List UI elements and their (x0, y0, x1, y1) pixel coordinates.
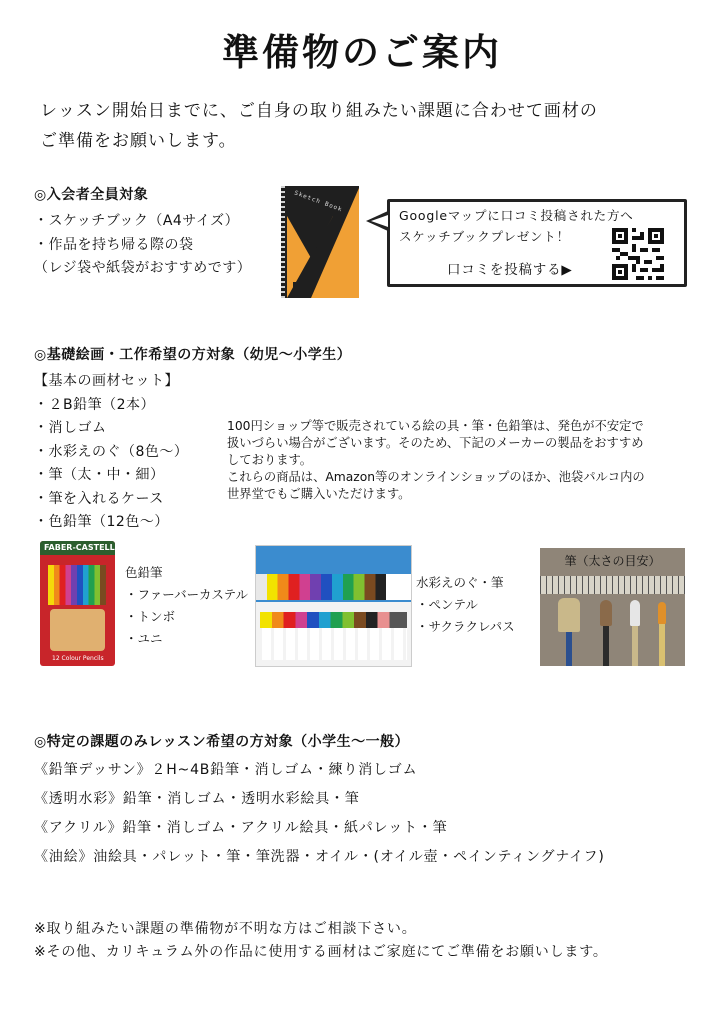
list-item: ・筆を入れるケース (34, 490, 164, 507)
pencil-box-brand: FABER-CASTELL (44, 543, 115, 552)
list-item: ・水彩えのぐ（8色〜） (34, 443, 189, 460)
list-item: ・作品を持ち帰る際の袋 (34, 236, 194, 253)
brand-item: ・ぺンテル (416, 597, 478, 612)
paragraph-line: しております。 (227, 453, 313, 467)
list-item: ・消しゴム (34, 420, 107, 436)
brush-label: 筆（太さの目安） (564, 554, 661, 568)
task-item: 《アクリル》鉛筆・消しゴム・アクリル絵具・紙パレット・筆 (34, 820, 448, 836)
list-item: （レジ袋や紙袋がおすすめです） (34, 260, 252, 276)
paragraph-line: 扱いづらい場合がございます。そのため、下記のメーカーの製品をおすすめ (227, 436, 644, 450)
task-item: 《油絵》油絵具・パレット・筆・筆洗器・オイル・(オイル壺・ペインティングナイフ) (34, 849, 605, 865)
brand-item: ・トンボ (125, 609, 176, 624)
intro-line-1: レッスン開始日までに、ご自身の取り組みたい課題に合わせて画材の (40, 101, 598, 121)
paragraph-line: これらの商品は、Amazon等のオンラインショップのほか、池袋パルコ内の (227, 470, 645, 484)
intro-line-2: ご準備をお願いします。 (40, 131, 237, 151)
colored-pencil-box-image (40, 541, 115, 666)
note-line-2: ※その他、カリキュラム外の作品に使用する画材はご家庭にてご準備をお願いします。 (34, 944, 608, 960)
list-item: ・色鉛筆（12色〜） (34, 514, 169, 530)
note-line-1: ※取り組みたい課題の準備物が不明な方はご相談下さい。 (34, 921, 417, 937)
pencils-info (125, 562, 248, 650)
list-item: ・スケッチブック（A4サイズ） (34, 213, 240, 229)
paragraph-line: 世界堂でもご購入いただけます。 (227, 487, 411, 501)
pencil-box-artwork (50, 609, 105, 651)
list-item: ・筆（太・中・細） (34, 467, 165, 483)
recommendation-paragraph (227, 418, 697, 503)
paragraph-line: 100円ショップ等で販売されている絵の具・筆・色鉛筆は、発色が不安定で (227, 419, 644, 433)
post-review-link[interactable]: 口コミを投稿する▶ (447, 262, 573, 278)
bubble-tail-inner (371, 215, 388, 227)
task-item: 《透明水彩》鉛筆・消しゴム・透明水彩絵具・筆 (34, 791, 360, 807)
page-title: 準備物のご案内 (222, 31, 502, 74)
section1-heading: ◎入会者全員対象 (34, 187, 149, 203)
pencil-row (48, 565, 106, 605)
brush-size-image (540, 548, 685, 666)
section2-heading: ◎基礎絵画・工作希望の方対象（幼児〜小学生） (34, 347, 352, 363)
qr-code-icon[interactable] (612, 228, 664, 280)
section3-heading: ◎特定の課題のみレッスン希望の方対象（小学生〜一般） (34, 734, 410, 750)
sketchbook-image (281, 186, 359, 298)
brand-item: ・ユニ (125, 631, 163, 646)
bubble-line-1: Googleマップに口コミ投稿された方へ (399, 208, 634, 223)
sketchbook-label: Sketch Book (293, 189, 344, 214)
watercolor-paint-set-image (255, 545, 412, 667)
subheading: 【基本の画材セット】 (34, 373, 179, 389)
bubble-line-2: スケッチブックプレゼント！ (399, 229, 570, 244)
paints-info (416, 572, 515, 638)
brand-item: ・サクラクレパス (416, 619, 515, 634)
ruler (540, 576, 685, 594)
paints-title: 水彩えのぐ・筆 (416, 575, 504, 590)
intro-text (40, 96, 690, 156)
section1-list (34, 210, 251, 281)
task-item: 《鉛筆デッサン》２H~4B鉛筆・消しゴム・練り消しゴム (34, 762, 418, 778)
brand-item: ・ファーバーカステル (125, 587, 249, 602)
section2-list (34, 370, 188, 535)
pencils-title: 色鉛筆 (125, 565, 163, 580)
list-item: ・２B鉛筆（2本） (34, 396, 156, 413)
pencil-box-caption: 12 Colour Pencils (52, 655, 104, 662)
